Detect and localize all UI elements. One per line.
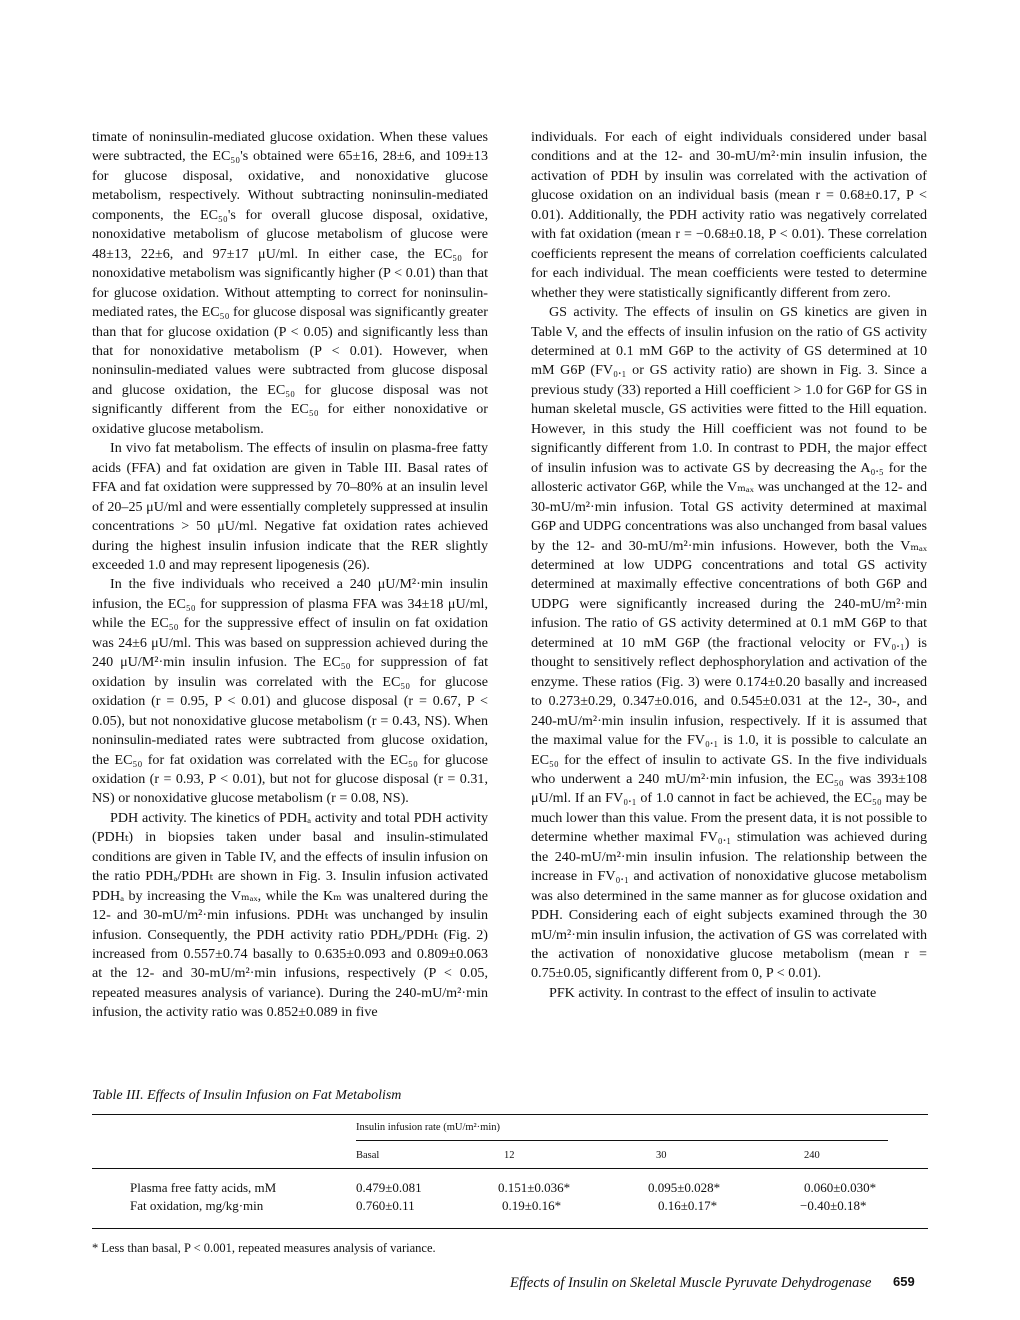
column-header-30: 30 bbox=[656, 1150, 667, 1161]
page-number: 659 bbox=[893, 1274, 915, 1289]
table-cell: 0.479±0.081 bbox=[356, 1180, 422, 1195]
table-cell: 0.760±0.11 bbox=[356, 1198, 415, 1213]
table-bottom-rule bbox=[92, 1228, 928, 1229]
paragraph: GS activity. The effects of insulin on GS kinetics are given in Table V, and the effects of insulin infusion on the ratio of GS activity determined at 0.1 mM G6P to the activity of GS determined at 10 mM G6P (FV₀.₁ or GS activity ratio) are shown in Fig. 3. Since a previous study (33) reported a Hill coefficient > 1.0 for G6P for GS in human skeletal muscle, GS activities were fitted to the Hill equation. However, in this study the Hill coefficient was not found to be significantly different from 1.0. In contrast to PDH, the major effect of insulin infusion was to activate GS by decreasing the A₀.₅ for the allosteric activator G6P, while the Vₘₐₓ was unchanged at the 12- and 30-mU/m²·min infusion. Total GS activity determined at maximal G6P and UDPG concentrations was also unchanged from basal values by the 12- and 30-mU/m²·min infusions. However, both the Vₘₐₓ determined at low UDPG concentrations and total GS activity determined at maximally effective concentrations of both G6P and UDPG were significantly increased during the 240-mU/m²·min infusion. The ratio of GS activity determined at 0.1 mM G6P to that determined at 10 mM G6P (the fractional velocity or FV₀.₁) is thought to sensitively reflect dephosphorylation and activation of the enzyme. These ratios (Fig. 3) were 0.174±0.20 basally and increased to 0.273±0.29, 0.347±0.016, and 0.545±0.031 at the 12-, 30-, and 240-mU/m²·min insulin infusion, respectively. If it is assumed that the maximal value for the FV₀.₁ is 1.0, it is possible to calculate an EC₅₀ for the effect of insulin to activate GS. In the five individuals who underwent a 240 mU/m²·min infusion, the EC₅₀ was 393±108 μU/ml. If an FV₀.₁ of 1.0 cannot in fact be achieved, the EC₅₀ may be much lower than this value. From the present data, it is not possible to determine whether maximal FV₀.₁ stimulation was achieved during the 240-mU/m²·min insulin infusion. The relationship between the increase in FV₀.₁ and activation of nonoxidative glucose metabolism was also determined in the same manner as for glucose oxidation and PDH. Considering each of eight subjects examined through the 30 mU/m²·min insulin infusion, the activation of GS was correlated with the activation of nonoxidative glucose metabolism (mean r = 0.75±0.05, significantly different from 0, P < 0.01). bbox=[531, 304, 927, 982]
table-top-rule bbox=[92, 1114, 928, 1115]
paragraph: timate of noninsulin-mediated glucose oxidation. When these values were subtracted, the EC₅₀'s obtained were 65±16, 28±6, and 109±13 for glucose disposal, oxidative, and nonoxidative glucose metabolism, respectively. Without subtracting noninsulin-mediated components, the EC₅₀'s for overall glucose disposal, oxidative, nonoxidative metabolism of glucose metabolism of glucose were 48±13, 22±6, and 97±17 μU/ml. In either case, the EC₅₀ for nonoxidative metabolism was significantly higher (P < 0.01) than that for glucose oxidation. Without attempting to correct for noninsulin-mediated rates, the EC₅₀ for glucose disposal was significantly greater than that for glucose oxidation (P < 0.05) and significantly less than that for nonoxidative metabolism (P < 0.01). However, when noninsulin-mediated values were subtracted from glucose disposal and glucose oxidation, the EC₅₀ for glucose disposal was not significantly different from the EC₅₀ for either nonoxidative or oxidative glucose metabolism. bbox=[92, 129, 488, 437]
table-iii bbox=[92, 1114, 928, 1232]
column-header-12: 12 bbox=[504, 1150, 515, 1161]
table-cell: 0.095±0.028* bbox=[648, 1180, 721, 1195]
running-title: Effects of Insulin on Skeletal Muscle Pyruvate Dehydrogenase bbox=[510, 1275, 872, 1291]
paragraph: individuals. For each of eight individuals considered under basal conditions and at the 12- and 30-mU/m²·min insulin infusion, the activation of PDH by insulin was correlated with the activation of glucose oxidation on an individual basis (mean r = 0.68±0.17, P < 0.01). Additionally, the PDH activity ratio was negatively correlated with fat oxidation (mean r = −0.68±0.18, P < 0.01). These correlation coefficients represent the means of correlation coefficients calculated for each individual. The mean coefficients were tested to determine whether they were statistically significantly different from zero. bbox=[531, 129, 927, 301]
right-column bbox=[531, 128, 927, 1003]
table-cell: 0.19±0.16* bbox=[502, 1198, 562, 1213]
left-column bbox=[92, 128, 488, 1023]
table-group-header: Insulin infusion rate (mU/m²·min) bbox=[356, 1122, 501, 1133]
table-cell: 0.151±0.036* bbox=[498, 1180, 571, 1195]
table-header-rule bbox=[356, 1140, 888, 1141]
table-cell: 0.060±0.030* bbox=[804, 1180, 877, 1195]
column-header-basal: Basal bbox=[356, 1150, 380, 1161]
table-cell: −0.40±0.18* bbox=[800, 1198, 867, 1213]
paragraph: PDH activity. The kinetics of PDHₐ activity and total PDH activity (PDHₜ) in biopsies taken under basal and insulin-stimulated conditions are given in Table IV, and the effects of insulin infusion on the ratio PDHₐ/PDHₜ are shown in Fig. 3. Insulin infusion activated PDHₐ by increasing the Vₘₐₓ, while the Kₘ was unaltered during the 12- and 30-mU/m²·min infusions. PDHₜ was unchanged by insulin infusion. Consequently, the PDH activity ratio PDHₐ/PDHₜ (Fig. 2) increased from 0.557±0.74 basally to 0.635±0.093 and 0.809±0.063 at the 12- and 30-mU/m²·min infusions, respectively (P < 0.05, repeated measures analysis of variance). During the 240-mU/m²·min infusion, the activity ratio was 0.852±0.089 in five bbox=[92, 809, 488, 1021]
row-label-ffa: Plasma free fatty acids, mM bbox=[130, 1180, 277, 1195]
column-header-240: 240 bbox=[804, 1150, 820, 1161]
table-caption: Table III. Effects of Insulin Infusion on Fat Metabolism bbox=[92, 1088, 402, 1103]
paragraph: In the five individuals who received a 240 μU/M²·min insulin infusion, the EC₅₀ for suppression of plasma FFA was 34±18 μU/ml, while the EC₅₀ for the suppressive effect of insulin on fat oxidation was 24±6 μU/ml. This was based on suppression achieved during the 240 μU/M²·min insulin infusion. The EC₅₀ for suppression of fat oxidation by insulin was correlated with the EC₅₀ for glucose oxidation (r = 0.95, P < 0.01) and glucose disposal (r = 0.67, P < 0.05), but not nonoxidative glucose metabolism (r = 0.43, NS). When noninsulin-mediated rates were subtracted from glucose oxidation, the EC₅₀ for fat oxidation was correlated with the EC₅₀ for glucose oxidation (r = 0.93, P < 0.01), but not for glucose disposal (r = 0.31, NS) or nonoxidative glucose metabolism (r = 0.08, NS). bbox=[92, 576, 488, 807]
table-cell: 0.16±0.17* bbox=[658, 1198, 718, 1213]
row-label-fat-oxidation: Fat oxidation, mg/kg·min bbox=[130, 1198, 264, 1213]
table-footnote: * Less than basal, P < 0.001, repeated measures analysis of variance. bbox=[92, 1241, 436, 1255]
table-header-bottom-rule bbox=[92, 1168, 928, 1169]
paragraph: In vivo fat metabolism. The effects of insulin on plasma-free fatty acids (FFA) and fat oxidation are given in Table III. Basal rates of FFA and fat oxidation were suppressed by 70–80% at an insulin level of 20–25 μU/ml and were essentially completely suppressed at insulin concentrations > 50 μU/ml. Negative fat oxidation rates achieved during the highest insulin infusion indicate that the RER slightly exceeded 1.0 and may represent lipogenesis (26). bbox=[92, 440, 488, 573]
paragraph: PFK activity. In contrast to the effect of insulin to activate bbox=[549, 984, 877, 1001]
